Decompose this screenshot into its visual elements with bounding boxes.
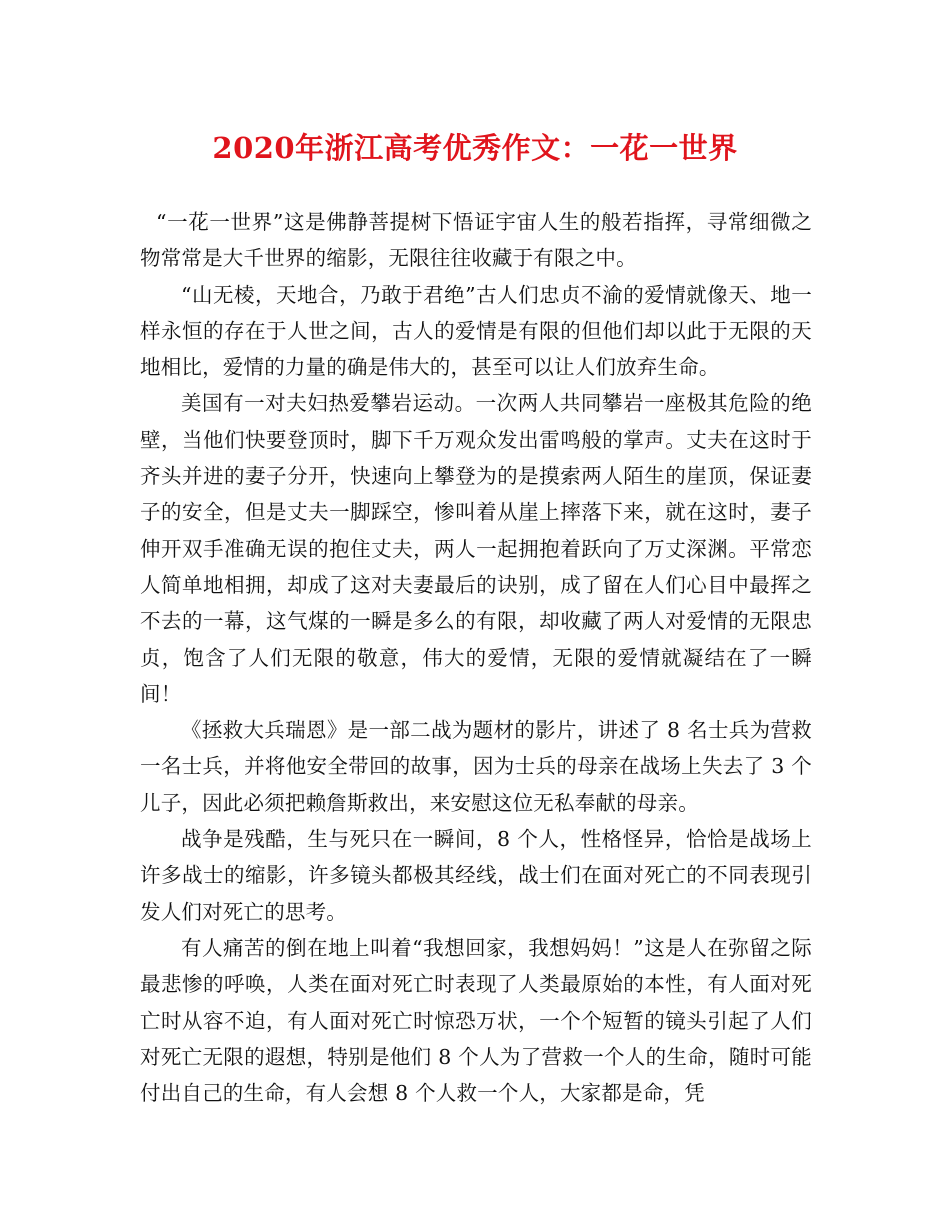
paragraph-3: 美国有一对夫妇热爱攀岩运动。一次两人共同攀岩一座极其危险的绝壁，当他们快要登顶时，脚下千万观众发出雷鸣般的掌声。丈夫在这时于齐头并进的妻子分开，快速向上攀登为的是摸索两人陌生的崖顶，保证妻子的安全，但是丈夫一脚踩空，惨叫着从崖上摔落下来，就在这时，妻子伸开双手准确无误的抱住丈夫，两人一起拥抱着跃向了万丈深渊。平常恋人简单地相拥，却成了这对夫妻最后的诀别，成了留在人们心目中最挥之不去的一幕，这气煤的一瞬是多么的有限，却收藏了两人对爱情的无限忠贞，饱含了人们无限的敬意，伟大的爱情，无限的爱情就凝结在了一瞬间！ xyxy=(140,391,812,706)
paragraph-4: 《拯救大兵瑞恩》是一部二战为题材的影片，讲述了 8 名士兵为营救一名士兵，并将他安全带回的故事，因为士兵的母亲在战场上失去了 3 个儿子，因此必须把赖詹斯救出，来安慰这位无私奉献的母亲。 xyxy=(140,718,812,815)
paragraph-2: “山无棱，天地合，乃敢于君绝”古人们忠贞不渝的爱情就像天、地一样永恒的存在于人世之间，古人的爱情是有限的但他们却以此于无限的天地相比，爱情的力量的确是伟大的，甚至可以让人们放弃生命。 xyxy=(140,282,812,380)
paragraph-5: 战争是残酷，生与死只在一瞬间，8 个人，性格怪异，恰恰是战场上许多战士的缩影，许多镜头都极其经线，战士们在面对死亡的不同表现引发人们对死亡的思考。 xyxy=(140,827,812,924)
document-title: 2020年浙江高考优秀作文：一花一世界 xyxy=(212,131,738,165)
paragraph-1: “一花一世界”这是佛静菩提树下悟证宇宙人生的般若指挥，寻常细微之物常常是大千世界的缩影，无限往往收藏于有限之中。 xyxy=(140,210,812,271)
document-body xyxy=(140,204,812,1111)
paragraph-6: 有人痛苦的倒在地上叫着“我想回家，我想妈妈！”这是人在弥留之际最悲惨的呼唤，人类在面对死亡时表现了人类最原始的本性，有人面对死亡时从容不迫，有人面对死亡时惊恐万状，一个个短暂的镜头引起了人们对死亡无限的遐想，特别是他们 8 个人为了营救一个人的生命，随时可能付出自己的生命，有人会想 8 个人救一个人，大家都是命，凭 xyxy=(140,935,812,1106)
